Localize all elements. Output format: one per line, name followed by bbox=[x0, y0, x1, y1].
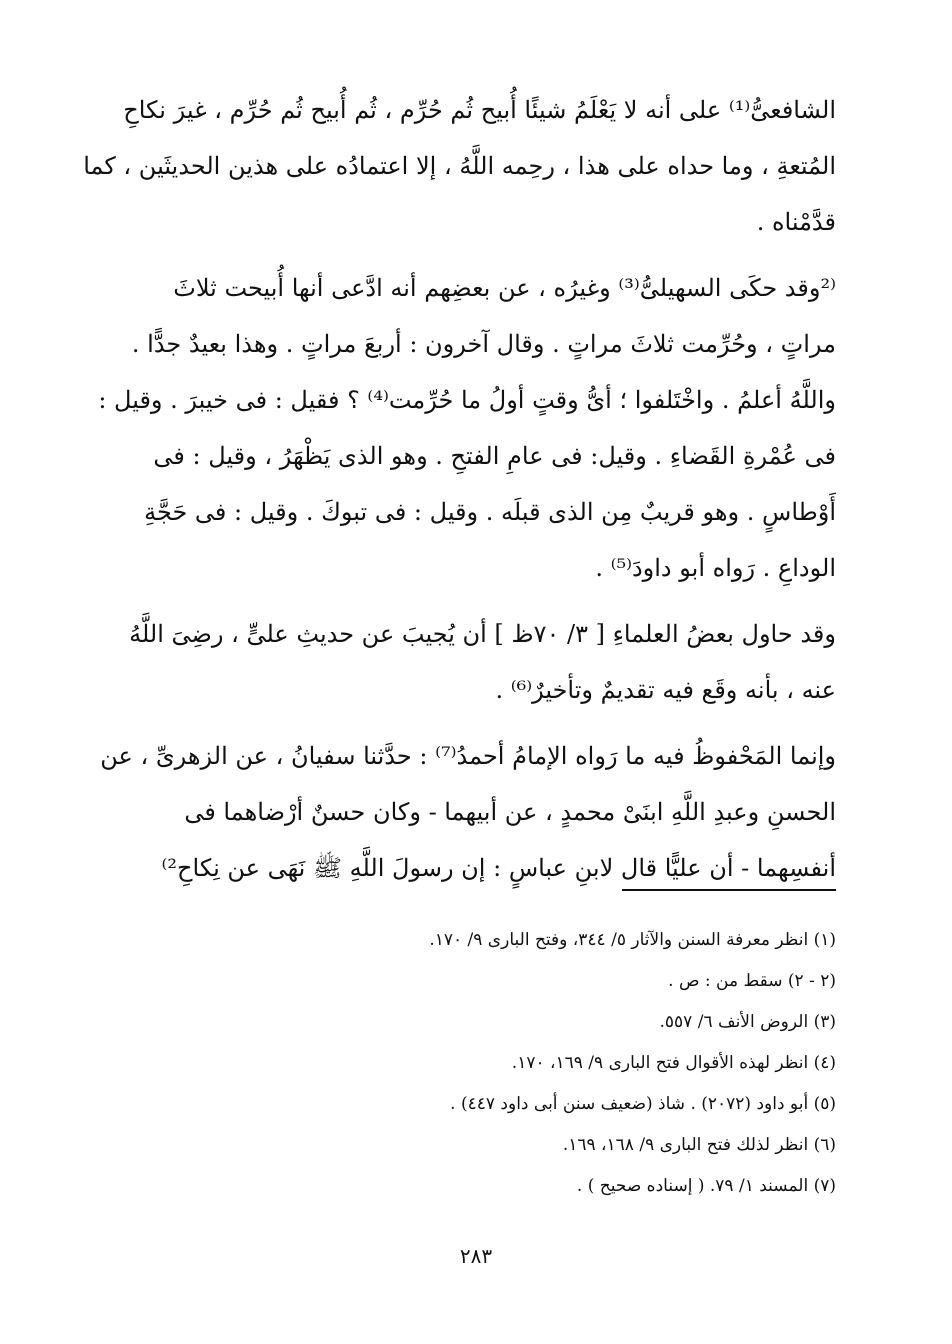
text-line: واللَّهُ أعلمُ . واخْتَلفوا ؛ أىُّ وقتٍ أولُ ما حُرِّمت⁽⁴⁾ ؟ فقيل : فى خيبرَ . وقيل : bbox=[98, 386, 836, 414]
text-line: عنه ، بأنه وقَع فيه تقديمٌ وتأخيرٌ⁽⁶⁾ . bbox=[495, 676, 836, 704]
text-line: أَوْطاسٍ . وهو قريبٌ مِن الذى قبلَه . وقيل : فى تبوكَ . وقيل : فى حَجَّةِ bbox=[144, 498, 836, 526]
text-line: الشافعىُّ⁽¹⁾ على أنه لا يَعْلَمُ شيئًا أُبيح ثُم حُرِّم ، ثُم أُبيح ثُم حُرِّم ، غيرَ نكاحِ bbox=[123, 96, 836, 124]
footnote-divider bbox=[622, 889, 836, 891]
text-line: الحسنِ وعبدِ اللَّهِ ابنَىْ محمدٍ ، عن أبيهما - وكان حسنٌ أرْضاهما فى bbox=[184, 798, 836, 826]
footnote-5: (٥) أبو داود (٢٠٧٢) . شاذ (ضعيف سنن أبى داود ٤٤٧) . bbox=[450, 1094, 836, 1114]
footnote-4: (٤) انظر لهذه الأقوال فتح البارى ٩/ ١٦٩، ١٧٠. bbox=[511, 1053, 836, 1073]
text-line: ⁽²وقد حكَى السهيلىُّ⁽³⁾ وغيرُه ، عن بعضِهم أنه ادَّعى أنها أُبيحت ثلاثَ bbox=[173, 274, 836, 302]
footnote-3: (٣) الروض الأنف ٦/ ٥٥٧. bbox=[659, 1012, 836, 1032]
footnote-7: (٧) المسند ١/ ٧٩. ( إسناده صحيح ) . bbox=[576, 1176, 836, 1196]
footnote-1: (١) انظر معرفة السنن والآثار ٥/ ٣٤٤، وفتح البارى ٩/ ١٧٠. bbox=[429, 930, 836, 950]
footnote-2: (٢ - ٢) سقط من : ص . bbox=[668, 971, 836, 991]
main-text bbox=[83, 82, 836, 906]
text-line: وقد حاول بعضُ العلماءِ [ ٣/ ٧٠ظ ] أن يُجيبَ عن حديثِ علىٍّ ، رضِىَ اللَّهُ bbox=[129, 620, 836, 648]
text-line: فى عُمْرةِ القَضاءِ . وقيل: فى عامِ الفتحِ . وهو الذى يَظْهَرُ ، وقيل : فى bbox=[153, 442, 836, 470]
text-line: قدَّمْناه . bbox=[756, 208, 836, 236]
text-line: أنفسِهما - أن عليًّا قال لابنِ عباسٍ : إن رسولَ اللَّهِ ﷺ نَهَى عن نِكاحِ²⁾ bbox=[161, 854, 836, 882]
paragraph-1 bbox=[83, 82, 836, 250]
footnote-6: (٦) انظر لذلك فتح البارى ٩/ ١٦٨، ١٦٩. bbox=[562, 1135, 836, 1155]
paragraph-2 bbox=[98, 260, 836, 596]
paragraph-4 bbox=[100, 728, 836, 896]
footnotes bbox=[120, 920, 836, 1207]
text-line: وإنما المَحْفوظُ فيه ما رَواه الإمامُ أحمدُ⁽⁷⁾ : حدَّثنا سفيانُ ، عن الزهرىِّ ، عن bbox=[100, 742, 836, 770]
text-line: الوداعِ . رَواه أبو داودَ⁽⁵⁾ . bbox=[595, 554, 836, 582]
text-line: المُتعةِ ، وما حداه على هذا ، رحِمه اللَّهُ ، إلا اعتمادُه على هذين الحديثَين ، كما bbox=[83, 152, 836, 180]
paragraph-3 bbox=[120, 606, 836, 718]
text-line: مراتٍ ، وحُرِّمت ثلاثَ مراتٍ . وقال آخرون : أربعَ مراتٍ . وهذا بعيدٌ جدًّا . bbox=[131, 330, 836, 358]
page-number: ٢٨٣ bbox=[459, 1244, 493, 1268]
